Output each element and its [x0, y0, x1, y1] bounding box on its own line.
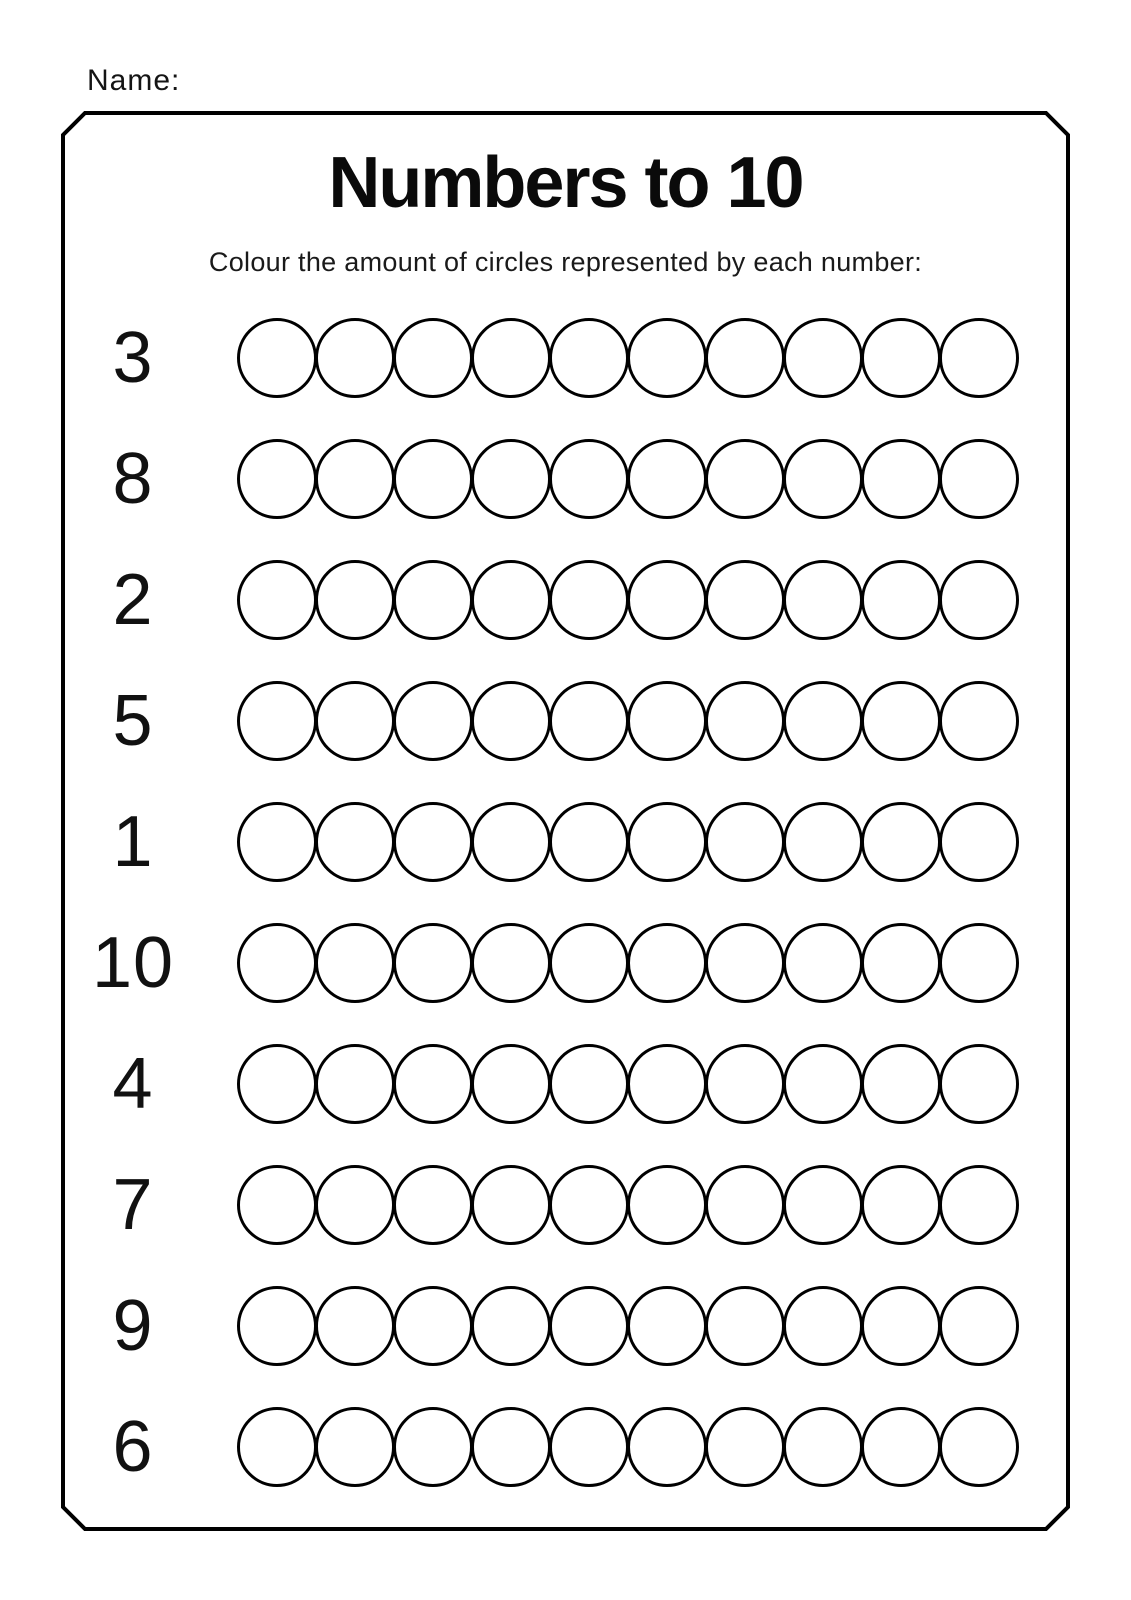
colour-circle[interactable] — [783, 1286, 863, 1366]
colour-circle[interactable] — [783, 1407, 863, 1487]
row-number-label: 10 — [91, 922, 175, 1003]
colour-circle[interactable] — [627, 439, 707, 519]
colour-circle[interactable] — [315, 1407, 395, 1487]
colour-circle[interactable] — [549, 802, 629, 882]
colour-circle[interactable] — [939, 1044, 1019, 1124]
colour-circle[interactable] — [705, 560, 785, 640]
row-number-label: 3 — [112, 317, 154, 398]
colour-circle[interactable] — [393, 1286, 473, 1366]
colour-circle[interactable] — [705, 923, 785, 1003]
colour-circle[interactable] — [549, 1407, 629, 1487]
colour-circle[interactable] — [627, 560, 707, 640]
name-label: Name: — [87, 64, 181, 97]
colour-circle[interactable] — [237, 439, 317, 519]
colour-circle[interactable] — [393, 802, 473, 882]
colour-circle[interactable] — [705, 802, 785, 882]
colour-circle[interactable] — [471, 439, 551, 519]
colour-circle[interactable] — [549, 923, 629, 1003]
colour-circle[interactable] — [471, 1165, 551, 1245]
colour-circle[interactable] — [783, 318, 863, 398]
row-number-label: 7 — [112, 1164, 154, 1245]
colour-circle[interactable] — [471, 681, 551, 761]
colour-circle[interactable] — [861, 439, 941, 519]
row-number-label: 8 — [112, 438, 154, 519]
row-circles — [237, 681, 1019, 761]
colour-circle[interactable] — [237, 802, 317, 882]
colour-circle[interactable] — [783, 681, 863, 761]
row-circles — [237, 1407, 1019, 1487]
colour-circle[interactable] — [549, 1044, 629, 1124]
colour-circle[interactable] — [861, 923, 941, 1003]
number-row-4 — [63, 1023, 1068, 1144]
number-row-10 — [63, 902, 1068, 1023]
colour-circle[interactable] — [237, 560, 317, 640]
colour-circle[interactable] — [627, 1407, 707, 1487]
colour-circle[interactable] — [471, 1286, 551, 1366]
row-circles — [237, 1286, 1019, 1366]
colour-circle[interactable] — [861, 560, 941, 640]
colour-circle[interactable] — [783, 1044, 863, 1124]
colour-circle[interactable] — [315, 439, 395, 519]
rows-container — [63, 297, 1068, 1507]
worksheet-instructions: Colour the amount of circles represented by each number: — [208, 247, 923, 277]
colour-circle[interactable] — [939, 802, 1019, 882]
colour-circle[interactable] — [315, 560, 395, 640]
number-row-1 — [63, 781, 1068, 902]
colour-circle[interactable] — [627, 923, 707, 1003]
colour-circle[interactable] — [471, 1407, 551, 1487]
colour-circle[interactable] — [861, 318, 941, 398]
row-circles — [237, 318, 1019, 398]
colour-circle[interactable] — [627, 1165, 707, 1245]
colour-circle[interactable] — [315, 1286, 395, 1366]
colour-circle[interactable] — [315, 802, 395, 882]
row-circles — [237, 439, 1019, 519]
colour-circle[interactable] — [549, 560, 629, 640]
number-row-7 — [63, 1144, 1068, 1265]
colour-circle[interactable] — [939, 1286, 1019, 1366]
colour-circle[interactable] — [393, 439, 473, 519]
colour-circle[interactable] — [939, 318, 1019, 398]
colour-circle[interactable] — [705, 1407, 785, 1487]
number-row-6 — [63, 1386, 1068, 1507]
colour-circle[interactable] — [939, 439, 1019, 519]
colour-circle[interactable] — [705, 681, 785, 761]
colour-circle[interactable] — [237, 1407, 317, 1487]
colour-circle[interactable] — [861, 802, 941, 882]
colour-circle[interactable] — [237, 1165, 317, 1245]
colour-circle[interactable] — [939, 923, 1019, 1003]
row-circles — [237, 802, 1019, 882]
colour-circle[interactable] — [393, 560, 473, 640]
colour-circle[interactable] — [783, 923, 863, 1003]
colour-circle[interactable] — [471, 1044, 551, 1124]
colour-circle[interactable] — [393, 923, 473, 1003]
colour-circle[interactable] — [783, 1165, 863, 1245]
row-number-label: 2 — [112, 559, 154, 640]
row-circles — [237, 1044, 1019, 1124]
colour-circle[interactable] — [939, 681, 1019, 761]
row-circles — [237, 923, 1019, 1003]
number-row-3 — [63, 297, 1068, 418]
colour-circle[interactable] — [549, 1286, 629, 1366]
colour-circle[interactable] — [939, 1165, 1019, 1245]
row-number-label: 1 — [112, 801, 154, 882]
colour-circle[interactable] — [237, 318, 317, 398]
colour-circle[interactable] — [237, 1286, 317, 1366]
colour-circle[interactable] — [549, 318, 629, 398]
number-row-9 — [63, 1265, 1068, 1386]
colour-circle[interactable] — [627, 802, 707, 882]
colour-circle[interactable] — [627, 681, 707, 761]
colour-circle[interactable] — [627, 1286, 707, 1366]
colour-circle[interactable] — [705, 439, 785, 519]
colour-circle[interactable] — [315, 923, 395, 1003]
row-circles — [237, 1165, 1019, 1245]
number-row-5 — [63, 660, 1068, 781]
colour-circle[interactable] — [315, 1044, 395, 1124]
colour-circle[interactable] — [705, 318, 785, 398]
colour-circle[interactable] — [471, 560, 551, 640]
row-circles — [237, 560, 1019, 640]
colour-circle[interactable] — [471, 923, 551, 1003]
colour-circle[interactable] — [315, 1165, 395, 1245]
colour-circle[interactable] — [861, 1165, 941, 1245]
colour-circle[interactable] — [237, 923, 317, 1003]
colour-circle[interactable] — [939, 560, 1019, 640]
worksheet-title: Numbers to 10 — [328, 143, 803, 223]
colour-circle[interactable] — [237, 1044, 317, 1124]
colour-circle[interactable] — [549, 439, 629, 519]
colour-circle[interactable] — [939, 1407, 1019, 1487]
colour-circle[interactable] — [705, 1286, 785, 1366]
colour-circle[interactable] — [393, 681, 473, 761]
colour-circle[interactable] — [627, 318, 707, 398]
colour-circle[interactable] — [783, 802, 863, 882]
colour-circle[interactable] — [471, 802, 551, 882]
row-number-label: 4 — [112, 1043, 154, 1124]
row-number-label: 9 — [112, 1285, 154, 1366]
colour-circle[interactable] — [237, 681, 317, 761]
row-number-label: 5 — [112, 680, 154, 761]
colour-circle[interactable] — [471, 318, 551, 398]
colour-circle[interactable] — [705, 1165, 785, 1245]
colour-circle[interactable] — [627, 1044, 707, 1124]
colour-circle[interactable] — [783, 439, 863, 519]
colour-circle[interactable] — [861, 1407, 941, 1487]
colour-circle[interactable] — [861, 1286, 941, 1366]
colour-circle[interactable] — [861, 681, 941, 761]
number-row-2 — [63, 539, 1068, 660]
colour-circle[interactable] — [315, 681, 395, 761]
colour-circle[interactable] — [705, 1044, 785, 1124]
colour-circle[interactable] — [861, 1044, 941, 1124]
colour-circle[interactable] — [393, 1165, 473, 1245]
colour-circle[interactable] — [315, 318, 395, 398]
colour-circle[interactable] — [549, 681, 629, 761]
number-row-8 — [63, 418, 1068, 539]
colour-circle[interactable] — [393, 1044, 473, 1124]
row-number-label: 6 — [112, 1406, 154, 1487]
colour-circle[interactable] — [783, 560, 863, 640]
colour-circle[interactable] — [393, 1407, 473, 1487]
colour-circle[interactable] — [393, 318, 473, 398]
colour-circle[interactable] — [549, 1165, 629, 1245]
